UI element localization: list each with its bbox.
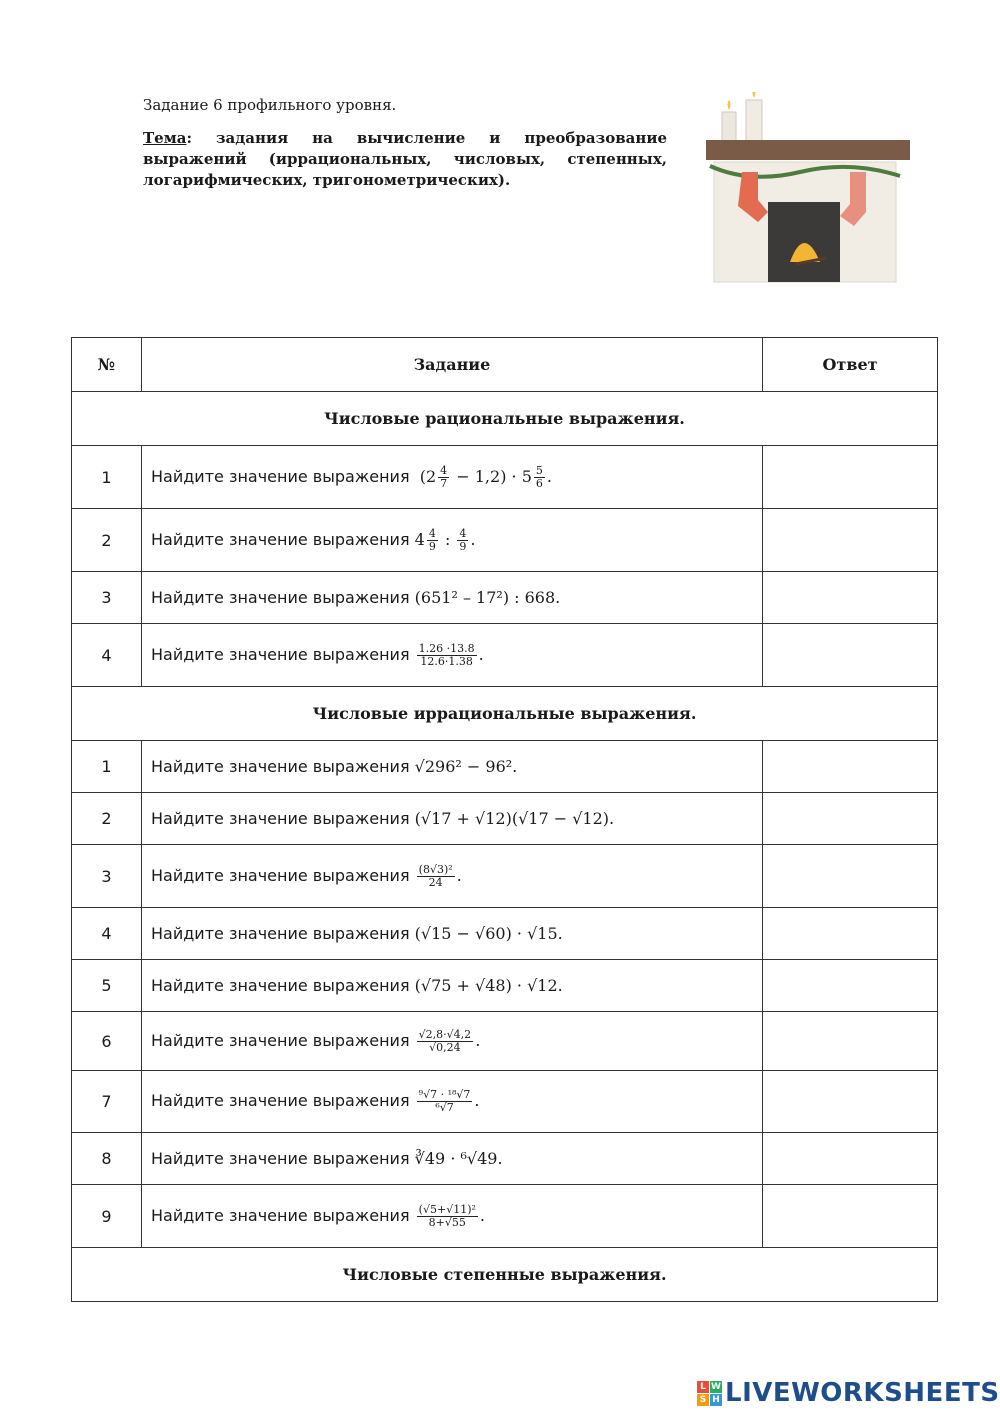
table-row	[72, 624, 938, 687]
task-text: Найдите значение выражения (√17 + √12)(√17 − √12).	[142, 793, 763, 845]
task-number: 1	[72, 446, 142, 509]
task-number: 4	[72, 908, 142, 960]
task-number: 5	[72, 960, 142, 1012]
task-text: Найдите значение выражения 4 $\frac{4}{9}$ : $\frac{4}{9}$ .	[142, 509, 763, 572]
col-answer-header: Ответ	[763, 338, 938, 392]
topic	[143, 128, 667, 191]
table-row	[72, 1012, 938, 1071]
liveworksheets-logo	[697, 1377, 1000, 1409]
answer-cell[interactable]	[763, 624, 938, 687]
task-text: Найдите значение выражения (2 $\frac{4}{7}$ − 1,2) · 5 $\frac{5}{6}$ .	[142, 446, 763, 509]
answer-cell[interactable]	[763, 741, 938, 793]
table-row	[72, 572, 938, 624]
table-row	[72, 793, 938, 845]
table-row	[72, 741, 938, 793]
answer-cell[interactable]	[763, 908, 938, 960]
task-number: 7	[72, 1071, 142, 1133]
task-text: Найдите значение выражения (√75 + √48) · √12.	[142, 960, 763, 1012]
mantel	[706, 140, 910, 160]
section-title: Числовые иррациональные выражения.	[72, 687, 938, 741]
table-header	[72, 338, 938, 392]
answer-cell[interactable]	[763, 960, 938, 1012]
task-text: Найдите значение выражения $\frac{\text{(√5+√11)²}}{8+√55}$ .	[142, 1185, 763, 1248]
task-text: Найдите значение выражения $\frac{\text{⁹√7 · ¹⁸√7}}{\text{⁶√7}}$ .	[142, 1071, 763, 1133]
task-text: Найдите значение выражения $\frac{1.26 \cdot 13.8}{12.6\cdot 1.38}$ .	[142, 624, 763, 687]
answer-cell[interactable]	[763, 845, 938, 908]
section-title: Числовые степенные выражения.	[72, 1248, 938, 1302]
hearth	[768, 202, 840, 282]
answer-cell[interactable]	[763, 1071, 938, 1133]
fireplace-illustration	[700, 92, 916, 288]
answer-cell[interactable]	[763, 509, 938, 572]
answer-cell[interactable]	[763, 1133, 938, 1185]
table-row	[72, 1133, 938, 1185]
topic-text: : задания на вычисление и преобразование выражений (иррациональных, числовых, степенных, логарифмических, тригонометрических).	[143, 129, 667, 189]
answer-cell[interactable]	[763, 572, 938, 624]
task-number: 1	[72, 741, 142, 793]
answer-cell[interactable]	[763, 793, 938, 845]
col-num-header: №	[72, 338, 142, 392]
table-row	[72, 446, 938, 509]
task-number: 3	[72, 572, 142, 624]
task-text: Найдите значение выражения $\frac{\text{(8√3)²}}{24}$ .	[142, 845, 763, 908]
task-text: Найдите значение выражения ∛49 · ⁶√49.	[142, 1133, 763, 1185]
task-number: 8	[72, 1133, 142, 1185]
task-number: 2	[72, 793, 142, 845]
task-number: 4	[72, 624, 142, 687]
table-row	[72, 845, 938, 908]
table-row	[72, 509, 938, 572]
task-text: Найдите значение выражения √296² − 96².	[142, 741, 763, 793]
section-title: Числовые рациональные выражения.	[72, 392, 938, 446]
table-row	[72, 960, 938, 1012]
table-row	[72, 1071, 938, 1133]
table-row	[72, 908, 938, 960]
task-number: 2	[72, 509, 142, 572]
task-number: 6	[72, 1012, 142, 1071]
answer-cell[interactable]	[763, 446, 938, 509]
logo-text: LIVEWORKSHEETS	[725, 1378, 1000, 1408]
task-text: Найдите значение выражения (√15 − √60) · √15.	[142, 908, 763, 960]
tasks-table	[71, 337, 938, 1302]
candle-left	[722, 112, 736, 142]
answer-cell[interactable]	[763, 1012, 938, 1071]
task-text: Найдите значение выражения $\frac{√2,8\cdot√4,2}{√0,24}$ .	[142, 1012, 763, 1071]
task-number: 3	[72, 845, 142, 908]
topic-label: Тема	[143, 129, 187, 147]
task-text: Найдите значение выражения (651² – 17²) : 668.	[142, 572, 763, 624]
candle-right	[746, 100, 762, 142]
table-row	[72, 1185, 938, 1248]
answer-cell[interactable]	[763, 1185, 938, 1248]
col-task-header: Задание	[142, 338, 763, 392]
logo-badge-icon: L W S H	[697, 1381, 722, 1406]
subtitle: Задание 6 профильного уровня.	[143, 96, 397, 114]
task-number: 9	[72, 1185, 142, 1248]
